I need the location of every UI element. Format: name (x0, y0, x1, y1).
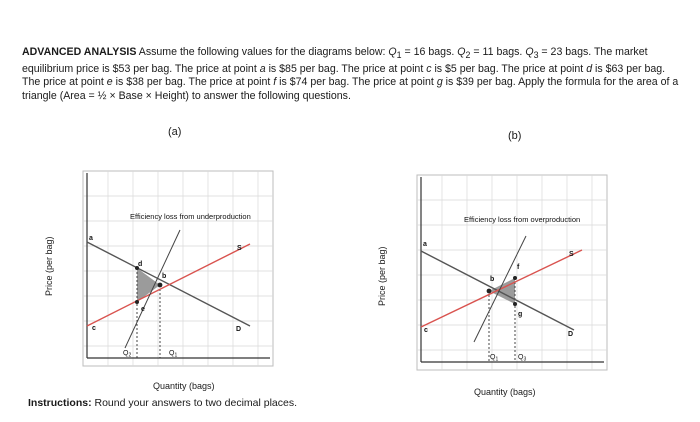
q3-sub: 3 (533, 50, 539, 61)
point-f-text: is $74 per bag. The price at point (276, 76, 437, 89)
question-text (22, 46, 682, 103)
panel-b-label-b: b (490, 276, 495, 283)
panel-b-chart (414, 172, 614, 377)
point-a-text: is $85 per bag. The price at point (265, 62, 427, 75)
panel-b-point-g-dot (513, 302, 517, 306)
panel-b-point-f-dot (513, 276, 517, 280)
panel-a-title: Efficiency loss from underproduction (130, 212, 251, 221)
panel-a-label-b: b (162, 273, 167, 280)
point-g-text: is $39 per bag. Apply the formula for the area of a triangle (Area = ½ × Base × Height) to answer the following questions. (22, 76, 679, 102)
panel-a-tick-q1: $Q_1$ (169, 350, 178, 359)
panel-b-label-f: f (517, 264, 520, 271)
panel-a-frame (83, 171, 273, 366)
panel-a-chart (80, 168, 280, 373)
q1-sub: 1 (396, 50, 402, 61)
panel-a-point-e-dot (135, 300, 139, 304)
panel-b-tick-q1: $Q_1$ (490, 354, 499, 363)
panel-a-point-b-dot (158, 283, 163, 288)
panel-a-label: (a) (168, 126, 182, 138)
q2-var: Q (457, 46, 466, 58)
panel-a-label-d-curve: D (236, 326, 242, 333)
panel-b-label: (b) (508, 130, 522, 142)
panel-a-label-s: S (237, 245, 242, 252)
panel-b-label-c: c (424, 327, 428, 334)
q1-value: = 16 bags. (401, 46, 458, 58)
q1-var: Q (388, 46, 397, 58)
panel-b-label-g: g (518, 311, 523, 318)
panel-b-x-axis-label: Quantity (bags) (474, 387, 536, 397)
panel-b-tick-q3: $Q_3$ (518, 354, 527, 363)
panel-a-tick-q2: $Q_2$ (123, 350, 132, 359)
panel-a-label-a: a (89, 235, 93, 242)
point-e-text: is $38 per bag. The price at point (112, 76, 274, 89)
point-d-var: d (586, 62, 593, 75)
question-intro: Assume the following values for the diagrams below: (136, 46, 389, 58)
panel-a-x-axis-label: Quantity (bags) (153, 381, 215, 391)
panel-a-label-d: d (138, 261, 143, 268)
panel-b-y-axis-label: Price (per bag) (377, 246, 387, 306)
instructions (28, 397, 297, 409)
instructions-text: Round your answers to two decimal places. (91, 397, 298, 409)
instructions-label: Instructions: (28, 397, 92, 409)
point-c-var: c (426, 62, 432, 75)
point-c-text: is $5 per bag. The price at point (431, 62, 587, 75)
panel-b-title: Efficiency loss from overproduction (464, 215, 581, 224)
q3-value: = 23 bags. The market equilibrium price is $53 per bag. The price at point (22, 46, 648, 75)
panel-b-frame (417, 175, 607, 370)
panel-b-label-a: a (423, 241, 427, 248)
panel-a-y-axis-label: Price (per bag) (44, 236, 54, 296)
point-g-var: g (436, 76, 443, 89)
q2-sub: 2 (465, 50, 471, 61)
q2-value: = 11 bags. (470, 46, 526, 58)
question-heading: ADVANCED ANALYSIS (22, 46, 137, 58)
point-a-var: a (259, 62, 266, 75)
panel-b-label-s: S (569, 251, 574, 258)
panel-a-label-c: c (92, 325, 96, 332)
point-f-var: f (273, 76, 277, 89)
point-e-var: e (106, 76, 113, 89)
panel-a-label-e: e (141, 306, 145, 313)
q3-var: Q (525, 46, 534, 58)
panel-b-label-d-curve: D (568, 331, 574, 338)
point-d-text: is $63 per bag. The price at point (22, 62, 666, 89)
panel-b-point-b-dot (487, 289, 492, 294)
